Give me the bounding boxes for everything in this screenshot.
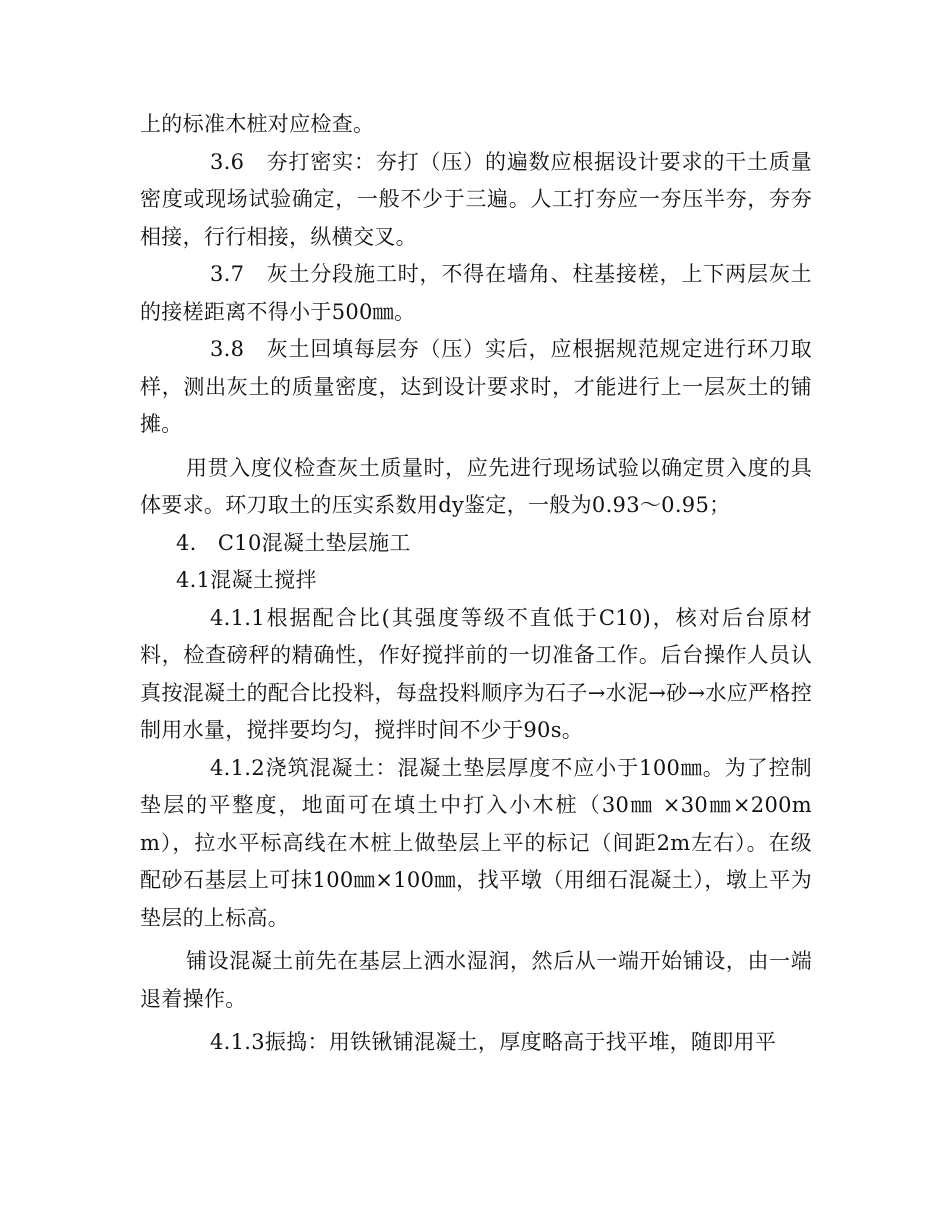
paragraph-penetration-test: 用贯入度仪检查灰土质量时，应先进行现场试验以确定贯入度的具体要求。环刀取土的压实系数用dy鉴定，一般为0.93～0.95；	[140, 455, 812, 517]
paragraph-4-1-3: 4.1.3振捣：用铁锹铺混凝土，厚度略高于找平堆，随即用平	[210, 1030, 777, 1054]
document-body	[140, 106, 812, 1062]
paragraph-3-8: 3.8 灰土回填每层夯（压）实后，应根据规范规定进行环刀取样，测出灰土的质量密度，达到设计要求时，才能进行上一层灰土的铺摊。	[140, 337, 812, 436]
paragraph-laying-concrete: 铺设混凝土前先在基层上洒水湿润，然后从一端开始铺设，由一端退着操作。	[140, 949, 812, 1011]
heading-section-4: 4. C10混凝土垫层施工	[176, 530, 411, 555]
paragraph-4-1-1: 4.1.1根据配合比(其强度等级不直低于C10)，核对后台原材料，检查磅秤的精确性，作好搅拌前的一切准备工作。后台操作人员认真按混凝土的配合比投料，每盘投料顺序为石子→水泥→砂→水应严格控制用水量，搅拌要均匀，搅拌时间不少于90s。	[140, 605, 812, 742]
paragraph-4-1-2: 4.1.2浇筑混凝土：混凝土垫层厚度不应小于100㎜。为了控制垫层的平整度，地面可在填土中打入小木桩（30㎜ ×30㎜×200mm），拉水平标高线在木桩上做垫层上平的标记（间距2m左右）。在级配砂石基层上可抹100㎜×100㎜，找平墩（用细石混凝土），墩上平为垫层的上标高。	[140, 755, 812, 930]
paragraph-3-6: 3.6 夯打密实：夯打（压）的遍数应根据设计要求的干土质量密度或现场试验确定，一般不少于三遍。人工打夯应一夯压半夯，夯夯相接，行行相接，纵横交叉。	[140, 149, 812, 249]
paragraph-continuation: 上的标准木桩对应检查。	[140, 112, 375, 136]
heading-section-4-1: 4.1混凝土搅拌	[176, 568, 317, 592]
paragraph-3-7: 3.7 灰土分段施工时，不得在墙角、柱基接槎，上下两层灰土的接槎距离不得小于500㎜。	[140, 262, 812, 324]
